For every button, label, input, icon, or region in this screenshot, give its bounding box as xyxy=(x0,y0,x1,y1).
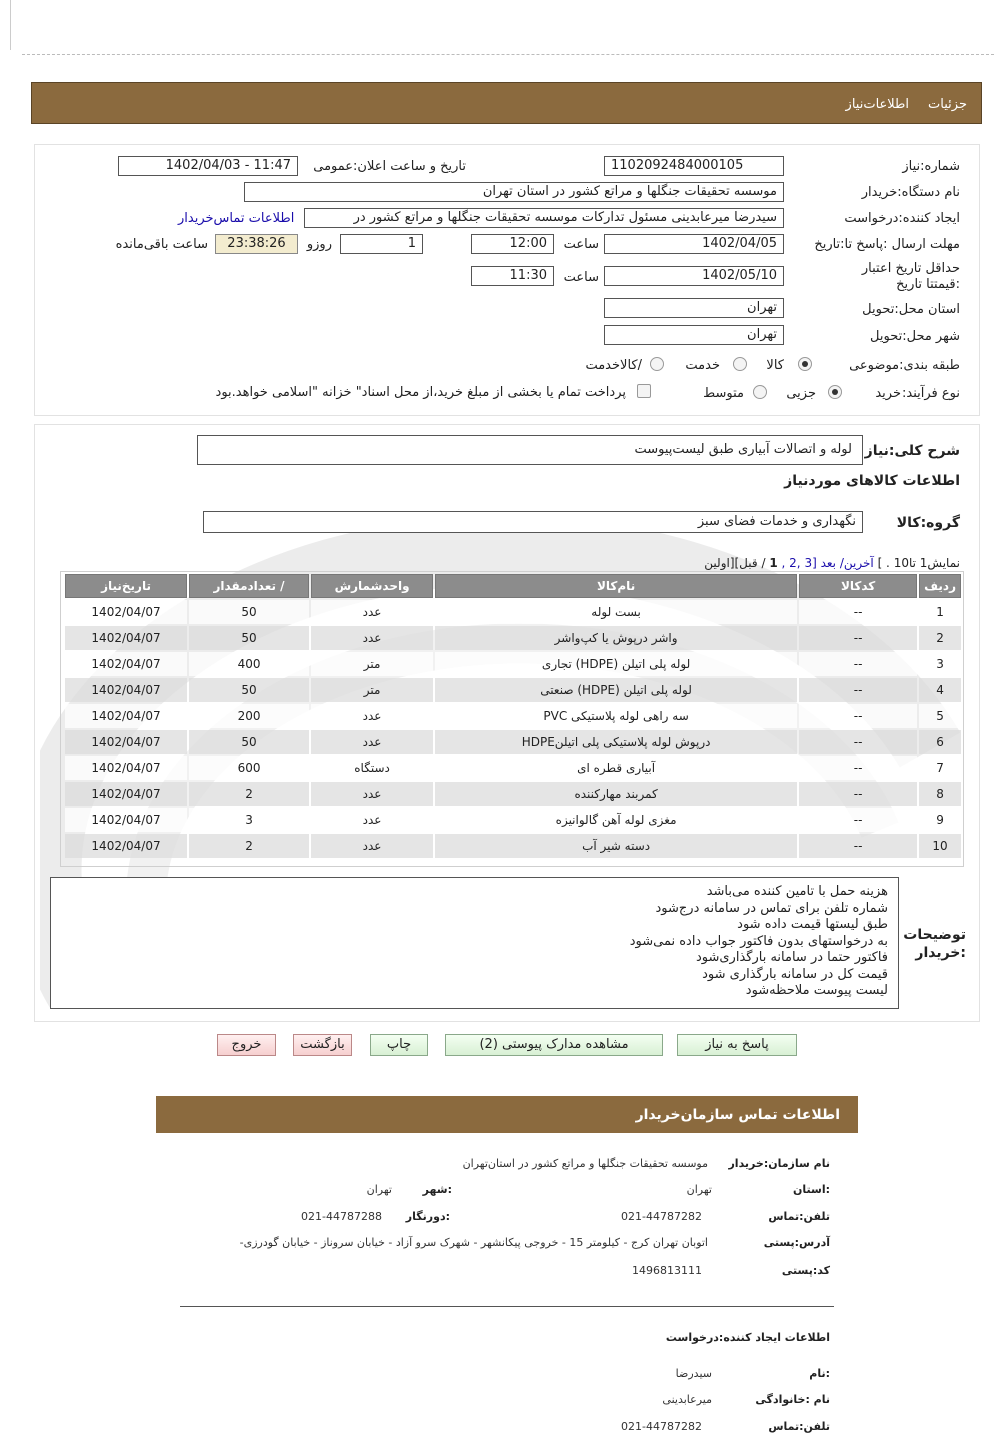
validity-label: حداقل تاریخ اعتبار :قیمتتا تاریخ xyxy=(861,261,960,292)
contact-city-value: تهران xyxy=(366,1183,392,1196)
remaining-time-field: 23:38:26 xyxy=(215,234,298,254)
goods-name-cell: کمربند مهارکننده xyxy=(435,782,797,806)
attachments-button[interactable]: مشاهده مدارک پیوستی (2) xyxy=(445,1034,663,1056)
table-row xyxy=(65,730,961,754)
announce-field: 1402/04/03 - 11:47 xyxy=(118,156,298,176)
process-small-radio[interactable] xyxy=(828,385,842,399)
goods-code-cell: -- xyxy=(799,678,917,702)
need-number-label: شماره:نیاز xyxy=(902,159,960,174)
category-both-radio[interactable] xyxy=(650,357,664,371)
goods-unit-cell: عدد xyxy=(311,704,433,728)
creator-phone-value: 021-44787282 xyxy=(621,1420,702,1433)
need-date-cell: 1402/04/07 xyxy=(65,600,187,624)
tab-details[interactable]: جزئیات xyxy=(928,97,967,112)
contact-province-value: تهران xyxy=(686,1183,712,1196)
buyer-org-label: نام دستگاه:خریدار xyxy=(861,185,960,200)
goods-code-cell: -- xyxy=(799,652,917,676)
creator-name-value: سیدرضا xyxy=(675,1367,712,1380)
contact-divider xyxy=(180,1306,834,1307)
goods-code-cell: -- xyxy=(799,756,917,780)
pagination-last-next-link[interactable]: آخرین/ بعد xyxy=(820,556,874,570)
col-unit-header: واحدشمارش xyxy=(311,574,433,598)
contact-postal-label: کد:پستی xyxy=(781,1264,830,1277)
process-buy-label: خرید xyxy=(875,386,901,401)
need-number-field: 1102092484000105 xyxy=(604,156,784,176)
goods-unit-cell: دستگاه xyxy=(311,756,433,780)
goods-code-cell: -- xyxy=(799,730,917,754)
goods-table-header xyxy=(65,574,961,598)
goods-info-title: اطلاعات کالاهای موردنیاز xyxy=(784,473,960,489)
contact-address-label: آدرس:پستی xyxy=(763,1236,830,1249)
contact-postal-value: 1496813111 xyxy=(632,1264,702,1277)
contact-org-value: موسسه تحقیقات جنگلها و مراتع کشور در استان‌تهران xyxy=(462,1157,708,1170)
contact-phone-value: 021-44787282 xyxy=(621,1210,702,1223)
goods-unit-cell: متر xyxy=(311,652,433,676)
table-row xyxy=(65,652,961,676)
contact-header-bar xyxy=(156,1096,858,1133)
goods-unit-cell: عدد xyxy=(311,600,433,624)
table-row xyxy=(65,808,961,832)
goods-group-field: نگهداری و خدمات فضای سبز xyxy=(203,511,863,533)
treasury-payment-note: پرداخت تمام یا بخشی از مبلغ خرید،از محل اسناد" خزانه "اسلامی خواهد.بود xyxy=(215,385,626,400)
goods-name-cell: لوله پلی اتیلن (HDPE) صنعتی xyxy=(435,678,797,702)
reply-button[interactable]: پاسخ به نیاز xyxy=(677,1034,797,1056)
creator-info-title: اطلاعات ایجاد کننده:درخواست xyxy=(665,1331,830,1344)
process-medium-label: متوسط xyxy=(703,386,744,401)
goods-name-cell: بست لوله xyxy=(435,600,797,624)
goods-unit-cell: عدد xyxy=(311,782,433,806)
col-date-header: تاریخ‌نیاز xyxy=(65,574,187,598)
buyer-note-line: به درخواستهای بدون فاکتور جواب داده نمی‌شود xyxy=(629,933,888,949)
goods-code-cell: -- xyxy=(799,626,917,650)
creator-phone-label: تلفن:تماس xyxy=(768,1420,830,1433)
exit-button[interactable]: خروج xyxy=(217,1034,276,1056)
process-label: نوع فرآیند: xyxy=(902,386,960,401)
goods-qty-cell: 600 xyxy=(189,756,309,780)
contact-city-label: :شهر xyxy=(422,1183,452,1196)
validity-time-field: 11:30 xyxy=(471,266,554,286)
col-qty-header: / تعدادمقدار xyxy=(189,574,309,598)
buyer-note-line: طبق لیستها قیمت داده شود xyxy=(737,917,888,932)
pagination-range: نمایش1 تا10 . ] xyxy=(877,556,960,570)
pagination-pages-link[interactable]: [3 ,2 , xyxy=(781,556,817,570)
goods-table-body xyxy=(65,600,961,858)
need-date-cell: 1402/04/07 xyxy=(65,782,187,806)
page-header-bar xyxy=(31,82,982,124)
days-field: 1 xyxy=(340,234,423,254)
goods-name-cell: لوله پلی اتیلن (HDPE) تجاری xyxy=(435,652,797,676)
need-date-cell: 1402/04/07 xyxy=(65,756,187,780)
validity-time-label: ساعت xyxy=(563,270,599,285)
creator-family-label: نام :خانوادگی xyxy=(755,1393,830,1406)
need-date-cell: 1402/04/07 xyxy=(65,808,187,832)
goods-qty-cell: 50 xyxy=(189,626,309,650)
goods-qty-cell: 50 xyxy=(189,730,309,754)
contact-fax-value: 021-44787288 xyxy=(301,1210,382,1223)
row-number-cell: 1 xyxy=(919,600,961,624)
col-code-header: کدکالا xyxy=(799,574,917,598)
buyer-note-line: لیست پیوست ملاحظه‌شود xyxy=(745,983,888,998)
need-date-cell: 1402/04/07 xyxy=(65,730,187,754)
table-row xyxy=(65,678,961,702)
goods-unit-cell: عدد xyxy=(311,834,433,858)
goods-qty-cell: 3 xyxy=(189,808,309,832)
row-number-cell: 6 xyxy=(919,730,961,754)
buyer-contact-link[interactable]: اطلاعات تماس‌خریدار xyxy=(178,211,295,226)
contact-fax-label: :دورنگار xyxy=(405,1210,450,1223)
category-goods-radio[interactable] xyxy=(798,357,812,371)
goods-name-cell: درپوش لوله پلاستیکی پلی اتیلنHDPE xyxy=(435,730,797,754)
need-date-cell: 1402/04/07 xyxy=(65,704,187,728)
creator-name-label: :نام xyxy=(809,1367,830,1380)
table-row xyxy=(65,782,961,806)
deadline-time-label: ساعت xyxy=(563,237,599,252)
table-row xyxy=(65,834,961,858)
category-service-label: خدمت xyxy=(685,358,720,373)
treasury-payment-checkbox[interactable] xyxy=(637,384,651,398)
goods-table-frame xyxy=(60,571,964,867)
province-field: تهران xyxy=(604,298,784,318)
need-date-cell: 1402/04/07 xyxy=(65,678,187,702)
province-label: استان محل:تحویل xyxy=(862,302,960,317)
table-row xyxy=(65,600,961,624)
remaining-label: ساعت باقی‌مانده xyxy=(115,237,208,252)
left-divider xyxy=(10,0,11,50)
table-row xyxy=(65,704,961,728)
buyer-note-line: فاکتور حتما در سامانه بارگذاری‌شود xyxy=(695,950,888,965)
goods-qty-cell: 50 xyxy=(189,600,309,624)
buyer-note-line: هزینه حمل با تامین کننده می‌باشد xyxy=(706,884,888,899)
goods-code-cell: -- xyxy=(799,600,917,624)
creator-family-value: میرعابدینی xyxy=(662,1393,712,1406)
col-row-header: ردیف xyxy=(919,574,961,598)
deadline-date-field: 1402/04/05 xyxy=(604,234,784,254)
contact-phone-label: تلفن:تماس xyxy=(768,1210,830,1223)
col-name-header: نام‌کالا xyxy=(435,574,797,598)
goods-unit-cell: عدد xyxy=(311,808,433,832)
goods-unit-cell: عدد xyxy=(311,626,433,650)
goods-qty-cell: 200 xyxy=(189,704,309,728)
back-button[interactable]: بازگشت xyxy=(293,1034,352,1056)
city-label: شهر محل:تحویل xyxy=(870,329,960,344)
buyer-notes-label: توضیحات :خریدار xyxy=(903,927,966,961)
pagination-current-page: 1 xyxy=(769,556,778,570)
goods-table xyxy=(63,572,963,860)
process-small-label: جزیی xyxy=(786,386,816,401)
category-goods-label: کالا xyxy=(766,358,784,373)
pagination-bar xyxy=(704,556,960,570)
buyer-org-field: موسسه تحقیقات جنگلها و مراتع کشور در استان تهران xyxy=(244,182,784,202)
row-number-cell: 10 xyxy=(919,834,961,858)
need-date-cell: 1402/04/07 xyxy=(65,626,187,650)
goods-unit-cell: عدد xyxy=(311,730,433,754)
category-both-label: /کالاخدمت xyxy=(585,358,642,373)
goods-unit-cell: متر xyxy=(311,678,433,702)
goods-code-cell: -- xyxy=(799,782,917,806)
print-button[interactable]: چاپ xyxy=(370,1034,428,1056)
buyer-note-line: قیمت کل در سامانه بارگذاری شود xyxy=(702,966,888,982)
top-divider xyxy=(22,54,994,55)
goods-qty-cell: 50 xyxy=(189,678,309,702)
creator-label: ایجاد کننده:درخواست xyxy=(844,211,960,226)
buyer-notes-box xyxy=(50,877,899,1009)
category-label: طبقه بندی:موضوعی xyxy=(849,358,960,373)
goods-name-cell: دسته شیر آب xyxy=(435,834,797,858)
goods-name-cell: مغزی لوله آهن گالوانیزه xyxy=(435,808,797,832)
contact-address-value: اتوبان تهران کرج - کیلومتر 15 - خروجی پیکانشهر - شهرک سرو آزاد - خیابان سروناز - خیابان گودرزی- xyxy=(239,1236,708,1249)
goods-qty-cell: 400 xyxy=(189,652,309,676)
row-number-cell: 8 xyxy=(919,782,961,806)
row-number-cell: 7 xyxy=(919,756,961,780)
goods-group-label: گروه:کالا xyxy=(896,515,960,531)
goods-code-cell: -- xyxy=(799,704,917,728)
row-number-cell: 9 xyxy=(919,808,961,832)
goods-name-cell: واشر درپوش یا کپ‌واشر xyxy=(435,626,797,650)
days-label: روزو xyxy=(306,237,332,252)
tab-need-info[interactable]: اطلاعات‌نیاز xyxy=(845,97,909,112)
goods-name-cell: آبیاری قطره ای xyxy=(435,756,797,780)
goods-name-cell: سه راهی لوله پلاستیکی PVC xyxy=(435,704,797,728)
contact-org-label: نام سازمان:خریدار xyxy=(728,1157,830,1170)
goods-qty-cell: 2 xyxy=(189,834,309,858)
goods-qty-cell: 2 xyxy=(189,782,309,806)
process-medium-radio[interactable] xyxy=(753,385,767,399)
validity-date-field: 1402/05/10 xyxy=(604,266,784,286)
table-row xyxy=(65,756,961,780)
creator-field: سیدرضا میرعابدینی مسئول تدارکات موسسه تحقیقات جنگلها و مراتع کشور در xyxy=(304,208,784,228)
row-number-cell: 4 xyxy=(919,678,961,702)
buyer-note-line: شماره تلفن برای تماس در سامانه درج‌شود xyxy=(655,900,888,916)
need-desc-field: لوله و اتصالات آبیاری طبق لیست‌پیوست xyxy=(197,435,863,465)
goods-code-cell: -- xyxy=(799,834,917,858)
need-date-cell: 1402/04/07 xyxy=(65,834,187,858)
row-number-cell: 2 xyxy=(919,626,961,650)
pagination-prev-first: / قبل][اولین xyxy=(704,556,766,570)
category-service-radio[interactable] xyxy=(733,357,747,371)
row-number-cell: 3 xyxy=(919,652,961,676)
need-desc-label: شرح کلی:نیاز xyxy=(864,443,960,459)
announce-label: تاریخ و ساعت اعلان:عمومی xyxy=(313,159,466,174)
contact-province-label: :استان xyxy=(793,1183,830,1196)
row-number-cell: 5 xyxy=(919,704,961,728)
deadline-time-field: 12:00 xyxy=(471,234,554,254)
goods-code-cell: -- xyxy=(799,808,917,832)
need-date-cell: 1402/04/07 xyxy=(65,652,187,676)
contact-title: اطلاعات تماس سازمان‌خریدار xyxy=(635,1107,840,1123)
city-field: تهران xyxy=(604,325,784,345)
deadline-label: مهلت ارسال :پاسخ تا:تاریخ xyxy=(814,237,960,252)
table-row xyxy=(65,626,961,650)
